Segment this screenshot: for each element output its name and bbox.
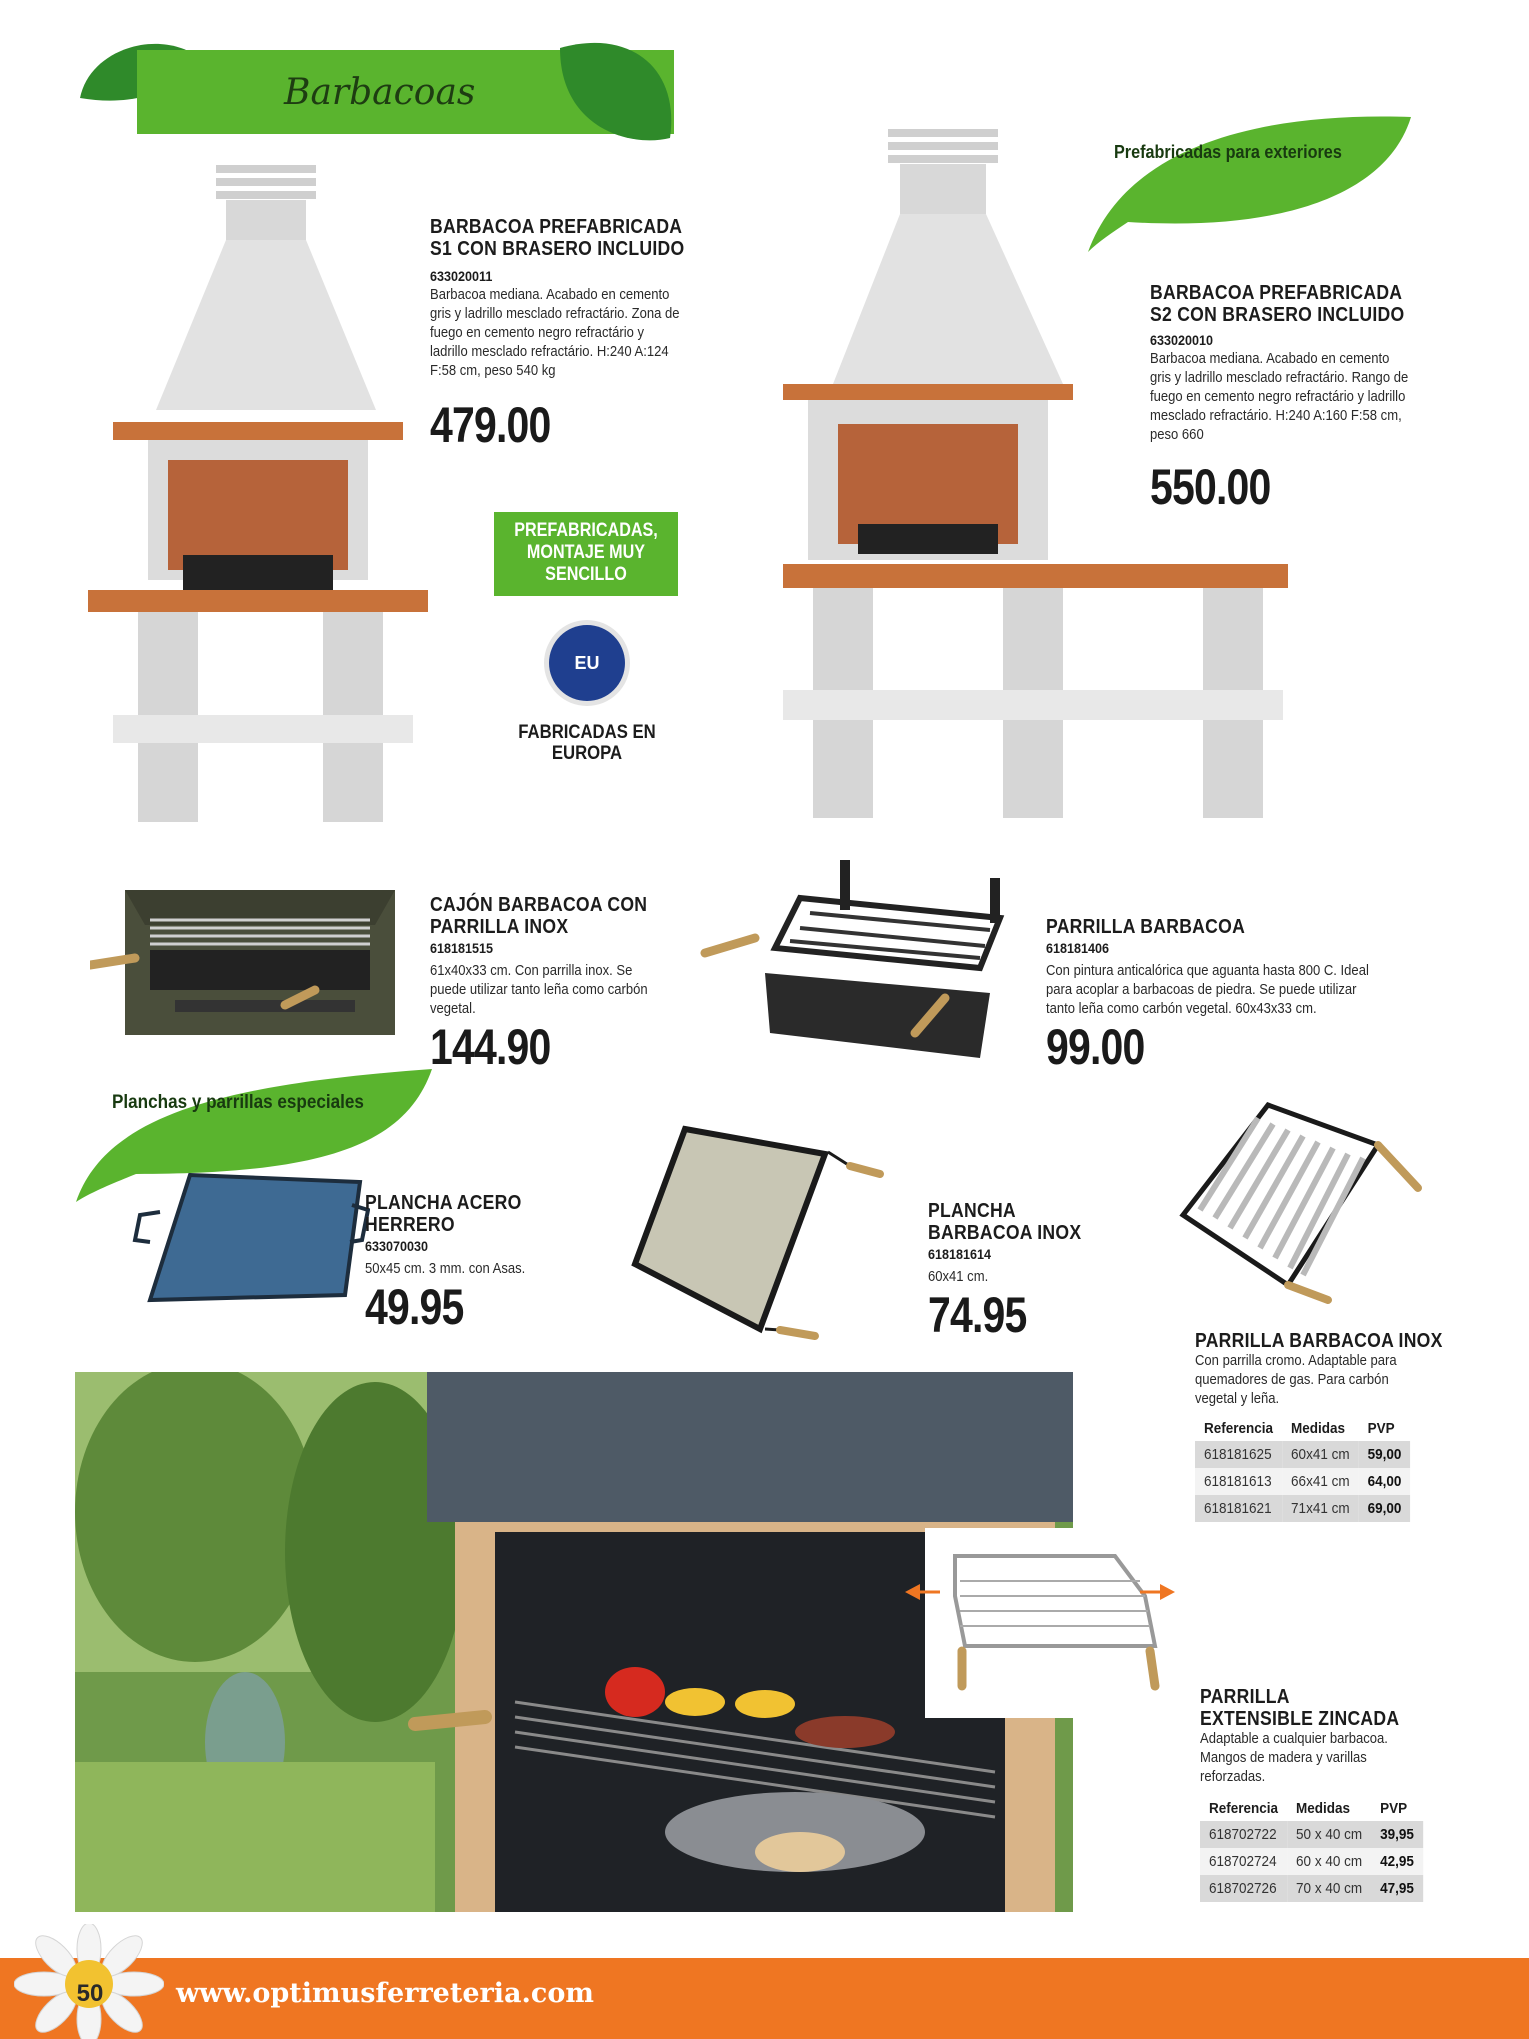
- cell-pvp: 39,95: [1371, 1821, 1423, 1848]
- cajon-price: 144.90: [430, 1019, 551, 1075]
- plancha-acero-ref: 633070030: [365, 1238, 429, 1254]
- table-row: [1200, 1875, 1423, 1902]
- eu-badge: [544, 620, 630, 706]
- plancha-inox-desc: 60x41 cm.: [928, 1269, 989, 1285]
- cell-pvp: 69,00: [1359, 1495, 1411, 1522]
- s2-desc: Barbacoa mediana. Acabado en cemento gris y ladrillo mesclado refractário. Rango de fuego en cemento negro refractário y ladrillo mesclado refractário. H:240 A:160 F:58 cm, peso 660: [1150, 351, 1409, 443]
- parrilla-desc: Con pintura anticalórica que aguanta hasta 800 C. Ideal para acoplar a barbacoas de piedra. Se puede utilizar tanto leña como carbón vegetal. 60x43x33 cm.: [1046, 963, 1369, 1017]
- page-number: 50: [76, 1980, 104, 2007]
- parrilla-ref: 618181406: [1046, 940, 1110, 956]
- cell-referencia: 618702722: [1200, 1821, 1287, 1848]
- arrow-right-icon: [1160, 1584, 1175, 1600]
- prefab-box-text: PREFABRICADAS, MONTAJE MUY SENCILLO: [514, 520, 658, 585]
- plancha-inox-price: 74.95: [928, 1287, 1027, 1343]
- parrilla-ext-table: [1200, 1796, 1423, 1902]
- cajon-desc: 61x40x33 cm. Con parrilla inox. Se puede utilizar tanto leña como carbón vegetal.: [430, 963, 648, 1017]
- cell-referencia: 618702724: [1200, 1848, 1287, 1875]
- s1-price: 479.00: [430, 397, 551, 453]
- header-pvp: PVP: [1367, 1420, 1395, 1437]
- s2-title: BARBACOA PREFABRICADA S2 CON BRASERO INCLUIDO: [1150, 282, 1405, 326]
- section-title: Barbacoas: [284, 72, 476, 113]
- table-header-row: [1200, 1796, 1423, 1821]
- cell-referencia: 618181625: [1195, 1441, 1282, 1468]
- plancha-inox-ref: 618181614: [928, 1246, 992, 1262]
- header-medidas: Medidas: [1291, 1420, 1346, 1437]
- table-row: [1195, 1468, 1410, 1495]
- table-row: [1195, 1495, 1410, 1522]
- parrilla-ext-title: PARRILLA EXTENSIBLE ZINCADA: [1200, 1686, 1400, 1730]
- header-referencia: Referencia: [1209, 1800, 1279, 1817]
- prefab-box: [494, 512, 678, 596]
- cell-medidas: 70 x 40 cm: [1287, 1875, 1371, 1902]
- cell-medidas: 66x41 cm: [1282, 1468, 1359, 1495]
- table-row: [1195, 1441, 1410, 1468]
- cajon-ref: 618181515: [430, 940, 494, 956]
- header-pvp: PVP: [1380, 1800, 1408, 1817]
- cell-pvp: 42,95: [1371, 1848, 1423, 1875]
- s1-desc: Barbacoa mediana. Acabado en cemento gris y ladrillo mesclado refractário. Zona de fuego en cemento negro refractário y ladrillo mesclado refractário. H:240 A:124 F:58 cm, peso 540 kg: [430, 287, 680, 379]
- cell-pvp: 47,95: [1371, 1875, 1423, 1902]
- plancha-acero-title: PLANCHA ACERO HERRERO: [365, 1192, 522, 1236]
- s1-title: BARBACOA PREFABRICADA S1 CON BRASERO INCLUIDO: [430, 216, 685, 260]
- planchas-banner-label: Planchas y parrillas especiales: [112, 1092, 364, 1113]
- cell-medidas: 60x41 cm: [1282, 1441, 1359, 1468]
- header-medidas: Medidas: [1296, 1800, 1351, 1817]
- plancha-inox-title: PLANCHA BARBACOA INOX: [928, 1200, 1082, 1244]
- s2-ref: 633020010: [1150, 332, 1214, 348]
- cell-referencia: 618181621: [1195, 1495, 1282, 1522]
- table-header-row: [1195, 1416, 1410, 1441]
- parrilla-ext-desc: Adaptable a cualquier barbacoa. Mangos de madera y varillas reforzadas.: [1200, 1731, 1388, 1785]
- cell-medidas: 60 x 40 cm: [1287, 1848, 1371, 1875]
- parrilla-inox-image: [1178, 1100, 1428, 1310]
- cajon-title: CAJÓN BARBACOA CON PARRILLA INOX: [430, 894, 648, 938]
- plancha-acero-image: [130, 1170, 370, 1310]
- parrilla-extensible-image: [900, 1536, 1180, 1706]
- cajon-barbacoa-image: [90, 880, 410, 1050]
- cell-medidas: 71x41 cm: [1282, 1495, 1359, 1522]
- header-referencia: Referencia: [1204, 1420, 1274, 1437]
- arrow-left-icon: [905, 1584, 920, 1600]
- s1-ref: 633020011: [430, 268, 493, 284]
- parrilla-inox-title: PARRILLA BARBACOA INOX: [1195, 1330, 1443, 1352]
- plancha-acero-desc: 50x45 cm. 3 mm. con Asas.: [365, 1261, 526, 1277]
- barbacoa-s1-image: [88, 160, 428, 860]
- cell-pvp: 64,00: [1359, 1468, 1411, 1495]
- plancha-inox-image: [630, 1124, 890, 1344]
- exterior-banner-label: Prefabricadas para exteriores: [1114, 142, 1342, 162]
- footer-url-link[interactable]: www.optimusferreteria.com: [176, 1978, 594, 2009]
- parrilla-inox-desc: Con parrilla cromo. Adaptable para quemadores de gas. Para carbón vegetal y leña.: [1195, 1353, 1397, 1407]
- cell-medidas: 50 x 40 cm: [1287, 1821, 1371, 1848]
- parrilla-barbacoa-image: [700, 858, 1020, 1080]
- cell-referencia: 618702726: [1200, 1875, 1287, 1902]
- parrilla-inox-table: [1195, 1416, 1410, 1522]
- eu-caption: FABRICADAS EN EUROPA: [518, 722, 656, 764]
- eu-badge-label: EU: [549, 625, 625, 701]
- s2-price: 550.00: [1150, 459, 1271, 515]
- parrilla-title: PARRILLA BARBACOA: [1046, 916, 1246, 938]
- table-row: [1200, 1848, 1423, 1875]
- cell-pvp: 59,00: [1359, 1441, 1411, 1468]
- cell-referencia: 618181613: [1195, 1468, 1282, 1495]
- plancha-acero-price: 49.95: [365, 1279, 464, 1335]
- table-row: [1200, 1821, 1423, 1848]
- parrilla-price: 99.00: [1046, 1019, 1145, 1075]
